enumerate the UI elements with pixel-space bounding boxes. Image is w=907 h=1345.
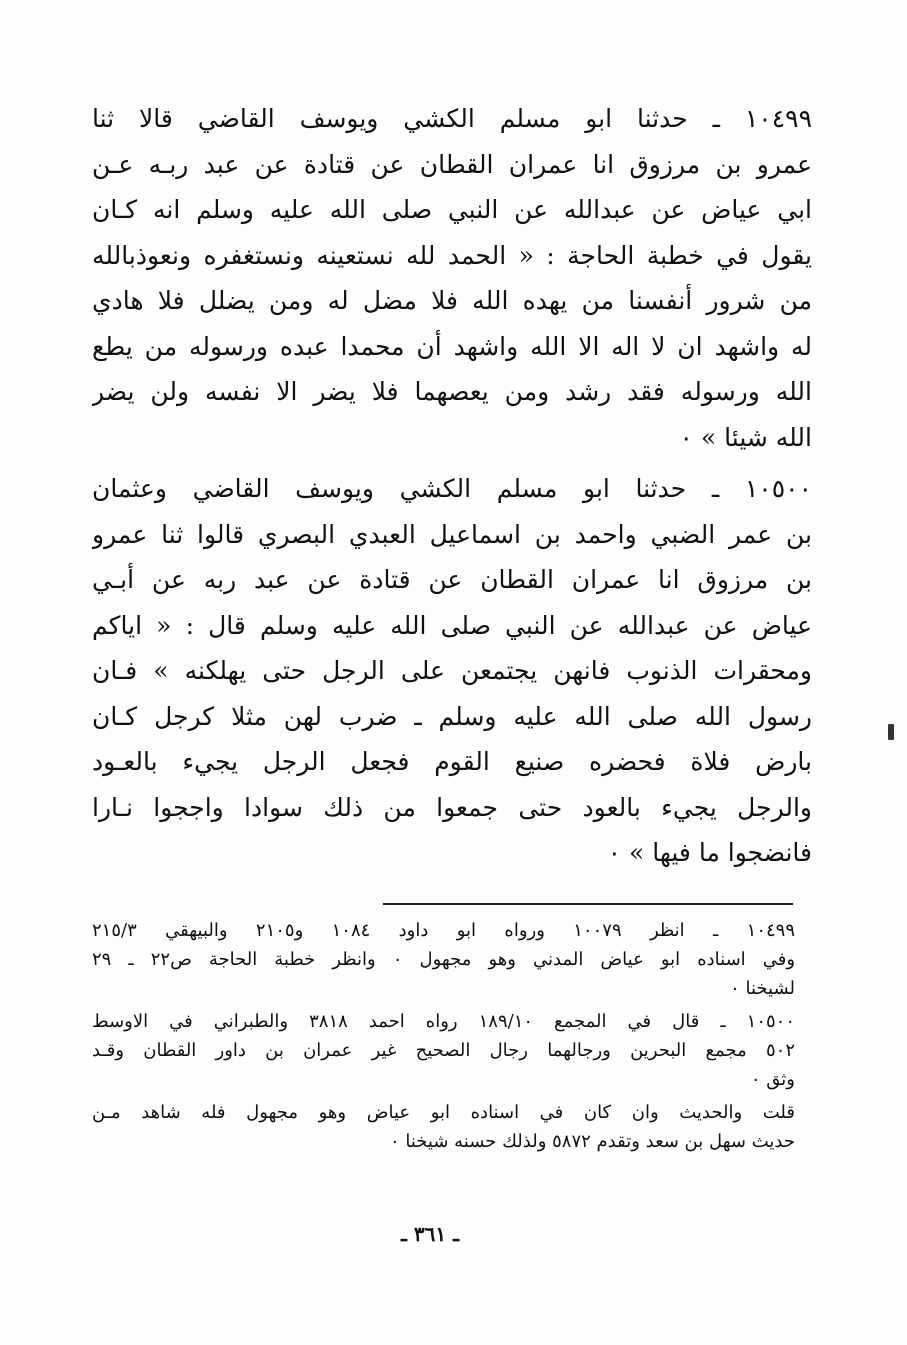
footnote-line: وفي اسناده ابو عياض المدني وهو مجهول ٠ وانظر خطبة الحاجة ص٢٢ ـ ٢٩ — [92, 949, 795, 970]
footnote-line: ١٠٥٠٠ ـ قال في المجمع ١٨٩/١٠ رواه احمد ٣٨١٨ والطبراني في الاوسط — [92, 1011, 795, 1032]
page-number: ـ ٣٦١ ـ — [401, 1222, 459, 1246]
footnotes — [92, 916, 795, 1160]
footnote-line: ٥٠٢ مجمع البحرين ورجالهما رجال الصحيح غير عمران بن داور القطان وقـد — [92, 1040, 795, 1061]
footnote-line: وثق ٠ — [750, 1069, 795, 1090]
footnote-line: ١٠٤٩٩ ـ انظر ١٠٠٧٩ ورواه ابو داود ١٠٨٤ و٢١٠٥ والبيهقي ٢١٥/٣ — [92, 920, 795, 941]
text-line: ١٠٥٠٠ ـ حدثنا ابو مسلم الكشي ويوسف القاضي وعثمان — [92, 474, 812, 503]
text-line: عياض عن عبدالله عن النبي صلى الله عليه وسلم قال : « اياكم — [92, 610, 812, 640]
footnote-line: حديث سهل بن سعد وتقدم ٥٨٧٢ ولذلك حسنه شيخنا ٠ — [389, 1131, 795, 1152]
footnote-line: لشيخنا ٠ — [730, 978, 795, 999]
text-line: والرجل يجيء بالعود حتى جمعوا من ذلك سوادا واججوا نـارا — [92, 792, 812, 822]
text-line: له واشهد ان لا اله الا الله واشهد أن محمدا عبده ورسوله من يطع — [92, 331, 812, 361]
text-line: بن مرزوق انا عمران القطان عن قتادة عن عبد ربه عن أبـي — [92, 565, 812, 594]
footnote-divider — [383, 903, 793, 905]
main-text — [92, 96, 812, 882]
text-line: ابي عياض عن عبدالله عن النبي صلى الله عليه وسلم انه كـان — [92, 195, 812, 224]
text-line: ومحقرات الذنوب فانهن يجتمعن على الرجل حتى يهلكنه » فـان — [92, 656, 812, 685]
footnote-10499 — [92, 916, 795, 1003]
text-line: الله شيئا » ٠ — [679, 422, 812, 452]
text-line: عمرو بن مرزوق انا عمران القطان عن قتادة عن عبد ربـه عـن — [92, 149, 812, 179]
text-line: الله ورسوله فقد رشد ومن يعصهما فلا يضر الا نفسه ولن يضر — [92, 377, 812, 406]
footnote-line: قلت والحديث وان كان في اسناده ابو عياض وهو مجهول فله شاهد مـن — [92, 1102, 795, 1123]
text-line: بن عمر الضبي واحمد بن اسماعيل العبدي البصري قالوا ثنا عمرو — [92, 519, 812, 549]
footnote-10500 — [92, 1007, 795, 1094]
footnote-comment — [92, 1098, 795, 1156]
text-line: رسول الله صلى الله عليه وسلم ـ ضرب لهن مثلا كرجل كـان — [92, 701, 812, 731]
hadith-10499 — [92, 96, 812, 460]
hadith-10500 — [92, 466, 812, 876]
text-line: يقول في خطبة الحاجة : « الحمد لله نستعينه ونستغفره ونعوذبالله — [92, 240, 812, 270]
text-line: من شرور أنفسنا من يهده الله فلا مضل له ومن يضلل فلا هادي — [92, 286, 812, 315]
text-line: فانضجوا ما فيها » ٠ — [607, 838, 812, 867]
margin-mark — [888, 724, 894, 740]
text-line: بارض فلاة فحضره صنيع القوم فجعل الرجل يجيء بالعـود — [92, 747, 812, 776]
text-line: ١٠٤٩٩ ـ حدثنا ابو مسلم الكشي ويوسف القاضي قالا ثنا — [92, 104, 812, 133]
